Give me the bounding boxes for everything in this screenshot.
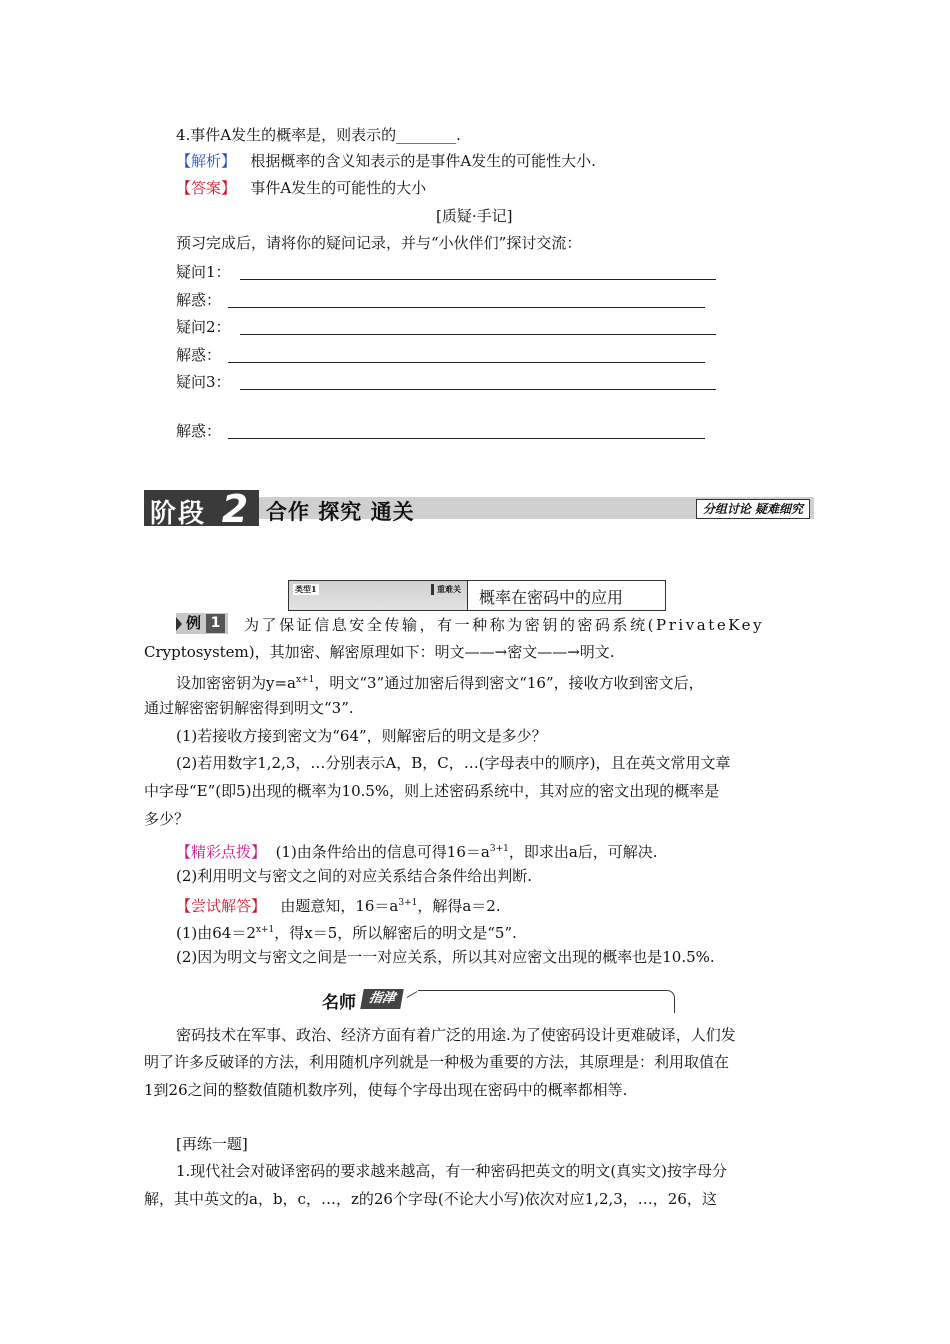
example-number: 1 — [206, 614, 225, 633]
solution-part-1 — [176, 919, 517, 944]
stage-word: 阶段 — [150, 499, 207, 529]
stage-subtitle-badge: 分组讨论 疑难细究 — [696, 499, 810, 519]
notes-heading: [质疑·手记] — [436, 207, 513, 225]
solution-exponent-1: 3+1 — [398, 898, 418, 908]
hint-line-1-end: ，即求出a后，可解决. — [508, 843, 658, 861]
notes-answer-1-label: 解惑： — [176, 291, 222, 309]
notes-answer-3-label: 解惑： — [176, 422, 222, 440]
example-badge — [176, 613, 228, 634]
hint-exponent: 3+1 — [489, 844, 509, 854]
example-part-2-line-2: 中字母“E”(即5)出现的概率为10.5%，则上述密码系统中，其对应的密文出现的概率是 — [144, 782, 720, 800]
notes-answer-2-label: 解惑： — [176, 346, 222, 364]
example-part-2-line-1: (2)若用数字1,2,3，…分别表示A，B，C，…(字母表中的顺序)，且在英文常用文章 — [176, 754, 731, 772]
notes-answer-1-line[interactable] — [228, 307, 705, 308]
hint-row — [176, 838, 658, 863]
solution-row — [176, 892, 501, 917]
example-part-2-line-3: 多少？ — [144, 810, 190, 828]
teacher-guide-frame — [418, 990, 675, 1013]
solution-line-1-start: 由题意知，16＝a — [280, 897, 399, 915]
practice-line-1: 1.现代社会对破译密码的要求越来越高，有一种密码把英文的明文(真实文)按字母分 — [176, 1162, 728, 1180]
notes-question-3-line[interactable] — [240, 389, 716, 390]
example-line-4: 通过解密密钥解密得到明文“3”. — [144, 699, 354, 717]
notes-question-1-label: 疑问1： — [176, 263, 231, 281]
stage-title: 合作 探究 通关 — [266, 500, 415, 524]
notes-question-1-line[interactable] — [240, 279, 716, 280]
hint-tag: 【精彩点拨】 — [176, 843, 267, 861]
guide-paragraph-line-2: 明了许多反破译的方法，利用随机序列就是一种极为重要的方法，其原理是：利用取值在 — [144, 1053, 730, 1071]
question-4-stem: 4.事件A发生的概率是，则表示的________. — [176, 126, 461, 144]
solution-exponent-2: x+1 — [255, 925, 275, 935]
practice-line-2: 解，其中英文的a，b，c，…，z的26个字母(不论大小写)依次对应1,2,3，…，26，这 — [144, 1190, 717, 1208]
analysis-tag: 【解析】 — [176, 152, 237, 170]
type-label: 类型1 — [295, 584, 317, 594]
stage-banner — [144, 487, 814, 531]
example-line-3 — [176, 669, 704, 694]
example-part-1: (1)若接收方接到密文为“64”，则解密后的明文是多少？ — [176, 727, 547, 745]
hint-line-2: (2)利用明文与密文之间的对应关系结合条件给出判断. — [176, 867, 533, 885]
example-line-3-end: ，明文“3”通过加密后得到密文“16”，接收方收到密文后， — [314, 674, 704, 692]
notes-question-2-label: 疑问2： — [176, 318, 231, 336]
solution-tag: 【尝试解答】 — [176, 897, 267, 915]
example-tag: 例 — [186, 614, 202, 632]
guide-paragraph-line-1: 密码技术在军事、政治、经济方面有着广泛的用途.为了使密码设计更难破译，人们发 — [176, 1026, 736, 1044]
example-arrow-icon — [176, 617, 182, 631]
notes-intro: 预习完成后，请将你的疑问记录，并与“小伙伴们”探讨交流： — [176, 234, 582, 252]
difficulty-label: 重难关 — [431, 584, 461, 595]
type-header — [288, 580, 666, 611]
example-line-3-exponent: x+1 — [296, 675, 315, 685]
notes-answer-2-line[interactable] — [228, 362, 705, 363]
analysis-row — [176, 150, 596, 172]
stage-number: 2 — [221, 487, 249, 531]
hint-line-1-start: (1)由条件给出的信息可得16＝a — [275, 843, 490, 861]
answer-text: 事件A发生的可能性的大小 — [250, 179, 427, 197]
teacher-guide-connector — [407, 991, 418, 998]
solution-part-1-start: (1)由64＝2 — [176, 924, 256, 942]
type-header-label-panel — [289, 581, 468, 610]
teacher-guide-header — [312, 986, 676, 1014]
notes-question-2-line[interactable] — [240, 334, 716, 335]
solution-line-1-end: ，解得a＝2. — [417, 897, 501, 915]
solution-part-1-end: ，得x＝5，所以解密后的明文是“5”. — [274, 924, 517, 942]
notes-answer-3-line[interactable] — [228, 438, 705, 439]
answer-row — [176, 177, 426, 199]
example-line-1: 为了保证信息安全传输，有一种称为密钥的密码系统(PrivateKey — [244, 616, 765, 634]
teacher-guide-label: 名师 — [322, 993, 356, 1013]
practice-heading: [再练一题] — [176, 1135, 248, 1153]
analysis-text: 根据概率的含义知表示的是事件A发生的可能性大小. — [250, 152, 596, 170]
type-title: 概率在密码中的应用 — [479, 588, 624, 607]
answer-tag: 【答案】 — [176, 179, 237, 197]
teacher-guide-badge: 指津 — [360, 989, 404, 1009]
notes-question-3-label: 疑问3： — [176, 373, 231, 391]
example-line-3-start: 设加密密钥为y=a — [176, 674, 296, 692]
example-line-2: Cryptosystem)，其加密、解密原理如下：明文——→密文——→明文. — [144, 643, 615, 661]
solution-part-2: (2)因为明文与密文之间是一一对应关系，所以其对应密文出现的概率也是10.5%. — [176, 948, 715, 966]
guide-paragraph-line-3: 1到26之间的整数值随机数序列，使每个字母出现在密码中的概率都相等. — [144, 1081, 628, 1099]
